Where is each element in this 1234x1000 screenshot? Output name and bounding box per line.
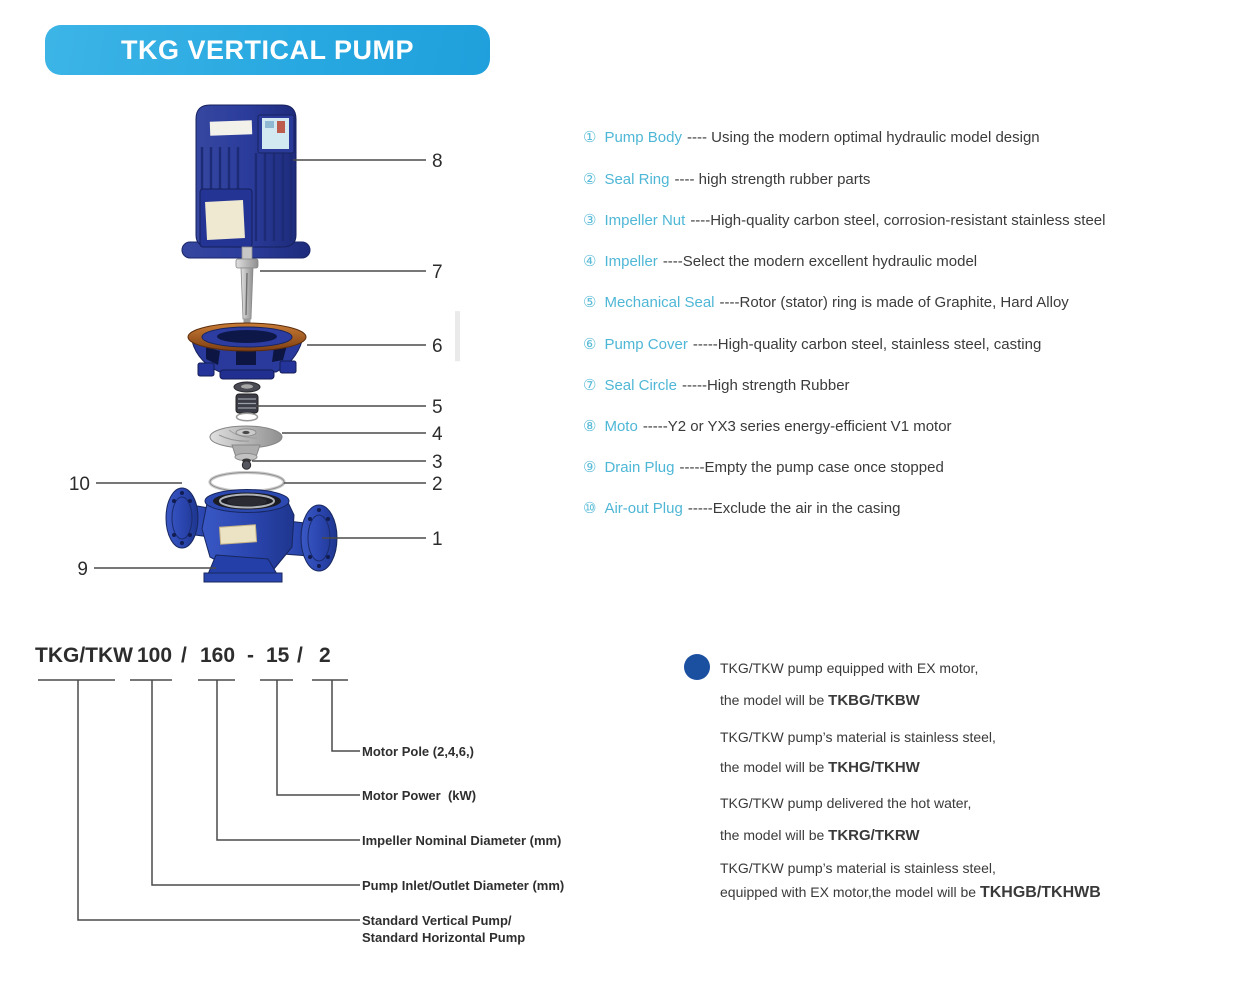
part-item-4 (583, 252, 977, 272)
part-name: Pump Body (604, 129, 682, 146)
part-name: Mechanical Seal (604, 294, 715, 311)
pump-cover (188, 323, 306, 379)
part-description: -----Empty the pump case once stopped (679, 459, 944, 476)
seal-ring (210, 473, 284, 492)
model-code-connectors (30, 670, 370, 960)
callout-number-10: 10 (68, 474, 90, 495)
callout-number-8: 8 (432, 151, 443, 172)
part-number-badge: ⑤ (583, 294, 597, 311)
callout-number-1: 1 (432, 529, 443, 550)
part-description: ---- Using the modern optimal hydraulic model design (687, 129, 1040, 146)
model-code-separator: / (297, 644, 303, 667)
part-description: -----High-quality carbon steel, stainless steel, casting (692, 336, 1042, 353)
model-label-impeller-diameter: Impeller Nominal Diameter (mm) (362, 833, 562, 848)
model-label-inlet-outlet: Pump Inlet/Outlet Diameter (mm) (362, 878, 565, 893)
part-number-badge: ⑧ (583, 418, 597, 435)
note-2-line-2 (720, 758, 920, 777)
part-description: -----Y2 or YX3 series energy-efficient V1 motor (642, 418, 952, 435)
note-1-line-1: TKG/TKW pump equipped with EX motor, (720, 660, 979, 676)
note-text: the model will be (720, 759, 829, 775)
part-name: Seal Circle (604, 377, 677, 394)
part-item-7 (583, 376, 850, 396)
part-name: Moto (604, 418, 638, 435)
note-4-line-2 (720, 883, 1101, 902)
impeller-nut (242, 459, 251, 470)
callout-number-5: 5 (432, 397, 443, 418)
callout-number-3: 3 (432, 452, 443, 473)
part-item-2 (583, 170, 870, 190)
callout-number-7: 7 (432, 262, 443, 283)
title-banner (45, 25, 490, 75)
motor (182, 105, 310, 258)
part-item-10 (583, 499, 900, 519)
part-number-badge: ⑨ (583, 459, 597, 476)
note-model-name: TKHGB/TKHWB (979, 884, 1101, 901)
part-number-badge: ④ (583, 253, 597, 270)
part-number-badge: ② (583, 171, 597, 188)
part-number-badge: ③ (583, 212, 597, 229)
arrow-right-icon (455, 278, 460, 396)
callout-number-2: 2 (432, 474, 443, 495)
part-name: Seal Ring (604, 171, 670, 188)
note-2-line-1: TKG/TKW pump’s material is stainless steel, (720, 729, 996, 745)
part-name: Air-out Plug (604, 500, 683, 517)
part-number-badge: ① (583, 129, 597, 146)
part-description: -----High strength Rubber (681, 377, 850, 394)
part-name: Impeller Nut (604, 212, 686, 229)
part-name: Impeller (604, 253, 658, 270)
part-description: ----Select the modern excellent hydraulic model (662, 253, 978, 270)
model-code-segment: 160 (200, 644, 236, 667)
model-label-standard-vertical: Standard Vertical Pump/ (362, 913, 512, 928)
note-bullet-icon (684, 654, 710, 680)
note-text: the model will be (720, 692, 829, 708)
note-3-line-2 (720, 826, 920, 845)
callout-number-6: 6 (432, 336, 443, 357)
shaft (236, 247, 258, 326)
part-description: -----Exclude the air in the casing (687, 500, 901, 517)
part-name: Pump Cover (604, 336, 688, 353)
part-number-badge: ⑩ (583, 500, 597, 517)
note-model-name: TKRG/TKRW (828, 827, 920, 844)
note-text: equipped with EX motor,the model will be (720, 884, 980, 900)
part-item-6 (583, 335, 1041, 355)
note-3-line-1: TKG/TKW pump delivered the hot water, (720, 795, 972, 811)
model-code-segment: 100 (137, 644, 173, 667)
note-model-name: TKHG/TKHW (828, 759, 920, 776)
pump-exploded-diagram (30, 95, 460, 595)
note-1-line-2 (720, 691, 920, 710)
part-item-3 (583, 211, 1105, 231)
part-description: ----Rotor (stator) ring is made of Graphite, Hard Alloy (719, 294, 1069, 311)
page-title: TKG VERTICAL PUMP (120, 34, 414, 65)
part-item-1 (583, 128, 1040, 148)
part-item-8 (583, 417, 952, 437)
model-code-segment: 15 (266, 644, 290, 667)
part-item-9 (583, 458, 944, 478)
part-item-5 (583, 293, 1069, 313)
callout-number-9: 9 (77, 559, 88, 580)
model-code-separator: - (247, 644, 254, 667)
model-code-separator: / (181, 644, 187, 667)
note-text: the model will be (720, 827, 829, 843)
mechanical-seal (234, 382, 260, 421)
impeller (210, 426, 282, 461)
callout-number-4: 4 (432, 424, 443, 445)
model-code-segment: 2 (319, 644, 331, 667)
part-name: Drain Plug (604, 459, 675, 476)
note-4-line-1: TKG/TKW pump’s material is stainless steel, (720, 860, 996, 876)
model-label-standard-horizontal: Standard Horizontal Pump (362, 930, 526, 945)
part-number-badge: ⑦ (583, 377, 597, 394)
model-label-motor-pole: Motor Pole (2,4,6,) (362, 744, 474, 759)
part-number-badge: ⑥ (583, 336, 597, 353)
part-description: ---- high strength rubber parts (674, 171, 871, 188)
model-code-prefix: TKG/TKW (35, 644, 133, 667)
model-label-motor-power: Motor Power (kW) (362, 788, 477, 803)
note-model-name: TKBG/TKBW (828, 692, 920, 709)
part-description: ----High-quality carbon steel, corrosion-resistant stainless steel (690, 212, 1106, 229)
